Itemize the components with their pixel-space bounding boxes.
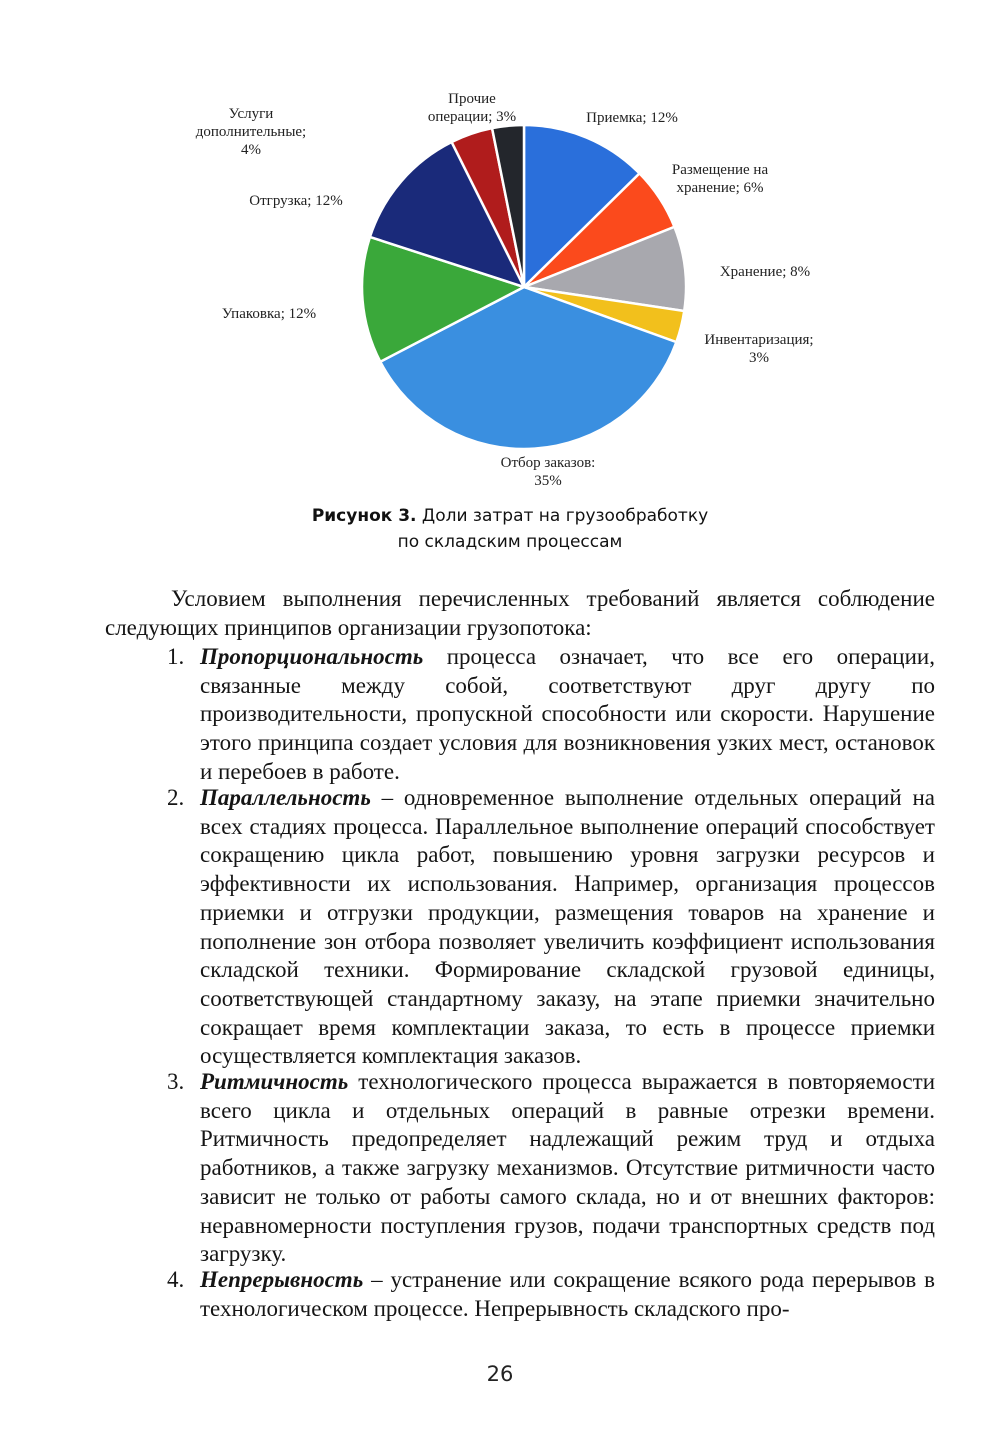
figure-caption-line2: по складским процессам [397, 532, 623, 552]
list-number: 3. [167, 1069, 185, 1094]
pie-slice-label: Отгрузка; 12% [249, 193, 343, 209]
list-item-continuity [167, 1266, 935, 1323]
list-number: 2. [167, 785, 185, 810]
pie-slice-label: Приемка; 12% [586, 110, 678, 126]
list-item-rhythmicity [167, 1068, 935, 1269]
list-text: – одновременное выполнение отдельных операций на всех стадиях процесса. Параллельное выполнение операций способствует сокращению цикла работ, повышению уровня загрузки ресурсов и эффективности их использования. Например, организация процессов приемки и отгрузки продукции, размещения товаров на хранение и пополнение зон отбора позволяет увеличить коэффициент использования складской техники. Формирование складской грузовой единицы, соответствующей стандартному заказу, на этапе приемки значительно сокращает время комплектации заказа, то есть в процессе приемки осуществляется комплектация заказов. [200, 785, 935, 1069]
list-text: – устранение или сокращение всякого рода перерывов в технологическом процессе. Непрерывность складского про- [200, 1267, 935, 1321]
pie-slice-label: Отбор заказов: 35% [500, 455, 596, 489]
figure-caption-line1: Доли затрат на грузообработку [421, 506, 709, 526]
list-text: процесса означает, что все его операции, связанные между собой, соответствуют друг другу по производительности, пропускной способности или скорости. Нарушение этого принципа создает условия для возникновения узких мест, остановок и перебоев в работе. [200, 644, 935, 784]
intro-paragraph: Условием выполнения перечисленных требований является соблюдение следующих принципов организации грузопотока: [105, 586, 935, 640]
pie-slice-label: Прочие операции; 3% [427, 91, 517, 125]
pie-slices [362, 125, 686, 449]
figure-caption-prefix: Рисунок 3. [311, 506, 417, 526]
list-term: Пропорциональность [200, 644, 424, 669]
pie-slice-label: Услуги дополнительные; 4% [195, 106, 307, 158]
list-text: технологического процесса выражается в повторяемости всего цикла и отдельных операций в равные отрезки времени. Ритмичность предопределяет надлежащий режим труд и отдыха работников, а также загрузку механизмов. Отсутствие ритмичности часто зависит не только от работы самого склада, но и от внешних факторов: неравномерности поступления грузов, подачи транспортных средств под загрузку. [200, 1069, 935, 1267]
figure-caption [300, 503, 720, 555]
list-term: Параллельность [200, 785, 371, 810]
pie-slice-label: Упаковка; 12% [221, 306, 317, 322]
list-item-proportionality [167, 643, 935, 787]
pie-chart [0, 0, 1000, 500]
pie-slice-label: Размещение на хранение; 6% [671, 162, 769, 196]
page-number: 26 [486, 1362, 514, 1386]
list-term: Ритмичность [200, 1069, 349, 1094]
list-item-parallelism [167, 784, 935, 1071]
list-term: Непрерывность [200, 1267, 364, 1292]
list-number: 4. [167, 1267, 185, 1292]
pie-slice-label: Хранение; 8% [719, 264, 811, 280]
list-number: 1. [167, 644, 185, 669]
pie-slice-label: Инвентаризация; 3% [704, 332, 814, 366]
